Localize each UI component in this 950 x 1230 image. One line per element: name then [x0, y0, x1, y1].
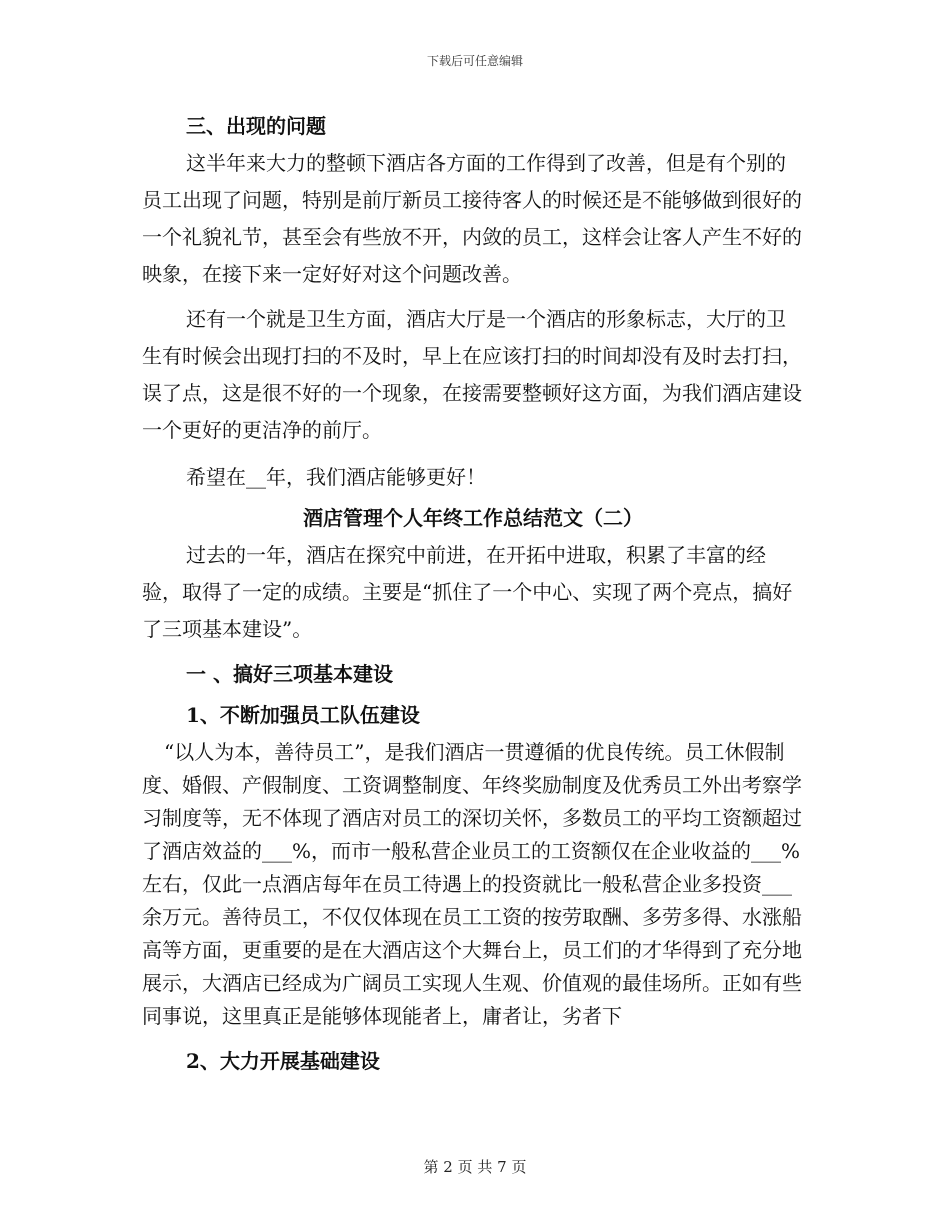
document-title: 酒店管理个人年终工作总结范文（二） — [303, 506, 643, 530]
subheading-staff-building: 1、不断加强员工队伍建设 — [186, 703, 420, 727]
section-heading-problems: 三、出现的问题 — [186, 114, 326, 138]
paragraph-staff-building: “以人为本，善待员工”，是我们酒店一贯遵循的优良传统。员工休假制度、婚假、产假制度、工资调整制度、年终奖励制度及优秀员工外出考察学习制度等，无不体现了酒店对员工的深切关怀，多数员工的平均工资额超过了酒店效益的___%，而市一般私营企业员工的工资额仅在企业收益的___%左右，仅此一点酒店每年在员工待遇上的投资就比一般私营企业多投资___余万元。善待员工，不仅仅体现在员工工资的按劳取酬、多劳多得、水涨船高等方面，更重要的是在大酒店这个大舞台上，员工们的才华得到了充分地展示，大酒店已经成为广阔员工实现人生观、价值观的最佳场所。正如有些同事说，这里真正是能够体现能者上，庸者让，劣者下 — [142, 740, 802, 1028]
document-body — [142, 108, 804, 1082]
paragraph-hope: 希望在__年，我们酒店能够更好！ — [186, 465, 486, 489]
paragraph-problems-1: 这半年来大力的整顿下酒店各方面的工作得到了改善，但是有个别的员工出现了问题，特别是前厅新员工接待客人的时候还是不能够做到很好的一个礼貌礼节，甚至会有些放不开，内敛的员工，这样会让客人产生不好的映象，在接下来一定好好对这个问题改善。 — [142, 151, 802, 286]
section-heading-basic-construction: 一 、搞好三项基本建设 — [186, 662, 393, 686]
page-header: 下载后可任意编辑 — [426, 54, 523, 68]
page-number: 第 2 页 共 7 页 — [423, 1158, 527, 1176]
subheading-infrastructure: 2、大力开展基础建设 — [186, 1049, 380, 1073]
paragraph-intro: 过去的一年，酒店在探究中前进，在开拓中进取，积累了丰富的经验，取得了一定的成绩。主要是“抓住了一个中心、实现了两个亮点，搞好了三项基本建设”。 — [142, 543, 793, 641]
paragraph-problems-2: 还有一个就是卫生方面，酒店大厅是一个酒店的形象标志，大厅的卫生有时候会出现打扫的不及时，早上在应该打扫的时间却没有及时去打扫，误了点，这是很不好的一个现象，在接需要整顿好这方面，为我们酒店建设一个更好的更洁净的前厅。 — [142, 307, 802, 442]
